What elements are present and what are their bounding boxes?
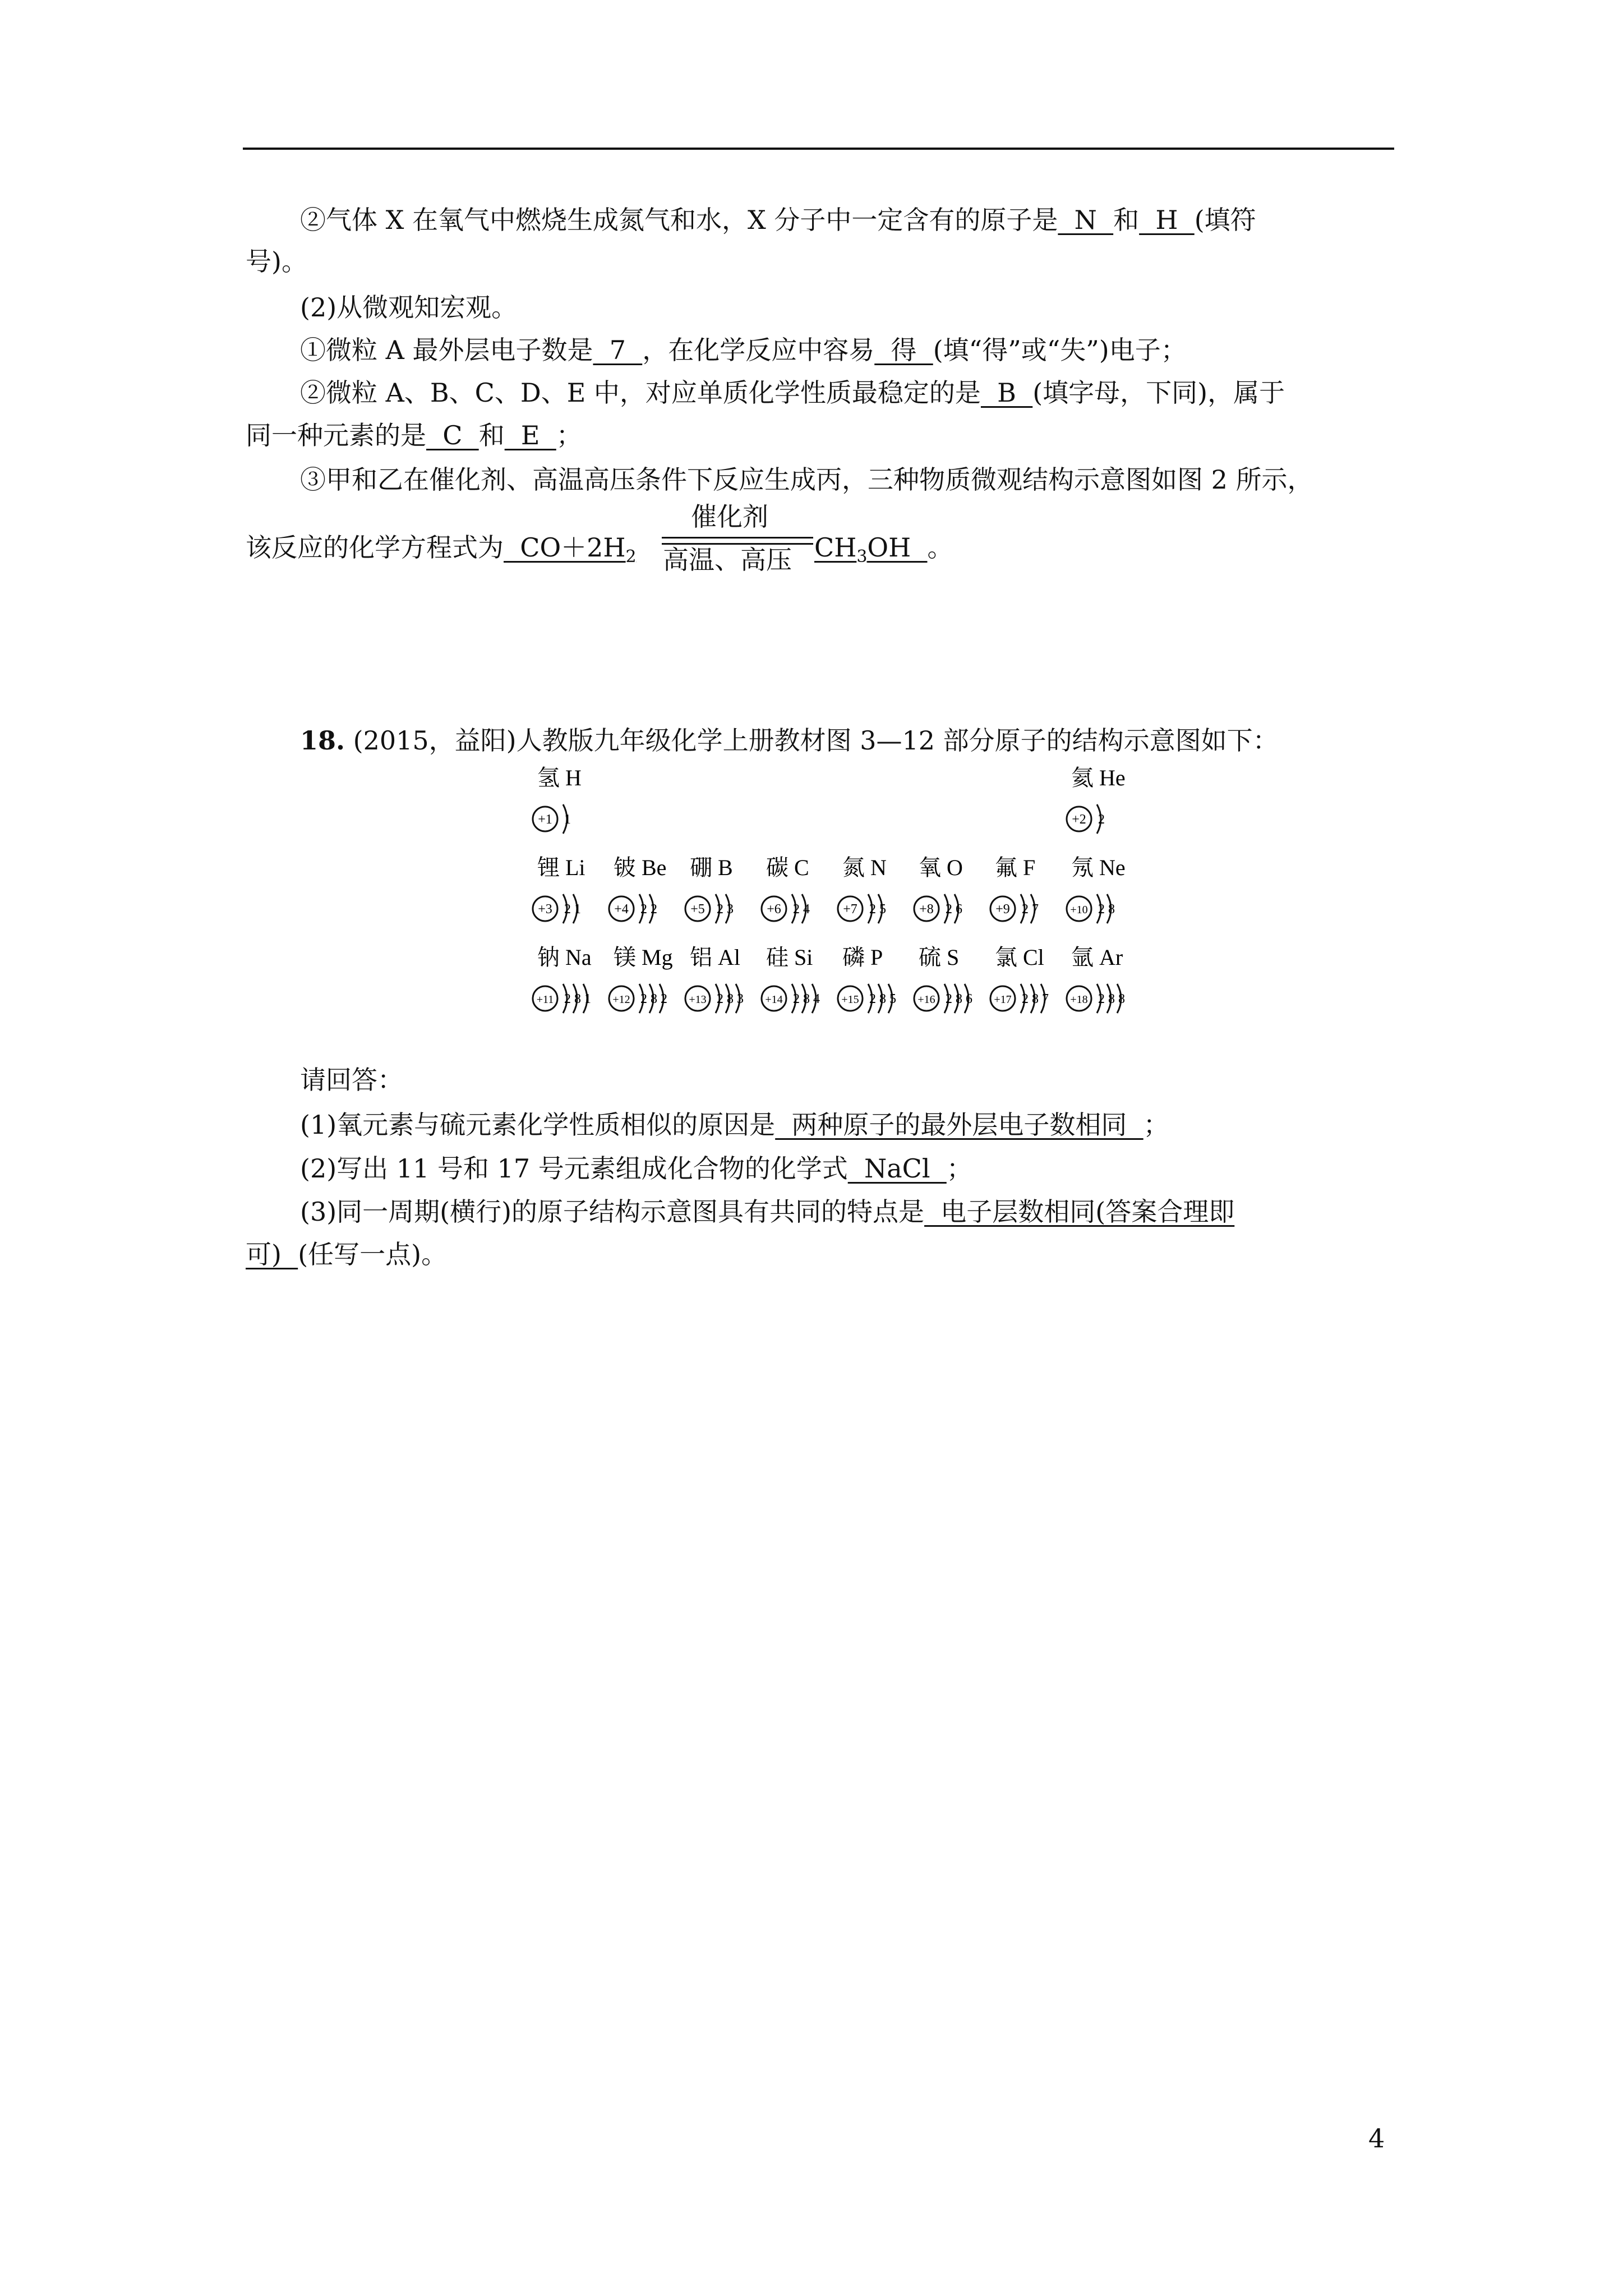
question-text: (任写一点)。 — [298, 1239, 448, 1269]
equation-lhs-text: CO＋2H — [504, 532, 626, 563]
nucleus-charge: +2 — [1072, 812, 1086, 827]
q17-part2-title: (2)从微观知宏观。 — [300, 292, 518, 323]
answer-blank: H — [1139, 205, 1195, 235]
shell-electron-count: 8 — [956, 992, 962, 1006]
atom-label: 氟 F — [995, 855, 1036, 880]
nucleus-charge: +8 — [919, 902, 934, 917]
shell-electron-count: 8 — [1108, 902, 1115, 917]
nucleus-charge: +1 — [538, 812, 552, 827]
atom-label: 氩 Ar — [1071, 945, 1123, 970]
shell-electron-count: 8 — [1108, 992, 1115, 1006]
shell-electron-count: 4 — [803, 902, 810, 917]
question-text: 和 — [1113, 205, 1140, 235]
question-text: ； — [1143, 1110, 1169, 1140]
shell-electron-count: 2 — [661, 992, 667, 1006]
atom-label: 氧 O — [919, 855, 963, 880]
shell-electron-count: 1 — [574, 902, 581, 917]
atom-label: 钠 Na — [537, 945, 592, 970]
shell-electron-count: 2 — [869, 992, 876, 1006]
q18-answer-2 — [300, 1152, 972, 1185]
equation-equals-line-1 — [662, 537, 813, 539]
shell-electron-count: 2 — [793, 902, 800, 917]
shell-electron-count: 2 — [640, 992, 647, 1006]
answer-blank: C — [426, 420, 479, 450]
q18-answer-3-cont — [246, 1237, 447, 1271]
answer-blank: 7 — [593, 335, 643, 365]
shell-electron-count: 8 — [1118, 992, 1125, 1006]
question-text: ①微粒 A 最外层电子数是 — [300, 335, 593, 365]
shell-electron-count: 8 — [727, 992, 734, 1006]
atom-label: 碳 C — [766, 855, 809, 880]
atom-label: 硼 B — [690, 855, 733, 880]
shell-electron-count: 2 — [1022, 992, 1029, 1006]
atom-label: 磷 P — [842, 945, 883, 970]
nucleus-charge: +5 — [690, 902, 705, 917]
atom-label: 硅 Si — [766, 945, 813, 970]
shell-electron-count: 1 — [564, 812, 571, 827]
shell-electron-count: 4 — [813, 992, 820, 1006]
nucleus-charge: +7 — [843, 902, 857, 917]
atom-label: 硫 S — [919, 945, 960, 970]
shell-electron-count: 7 — [1042, 992, 1049, 1006]
shell-electron-count: 5 — [889, 992, 896, 1006]
shell-electron-count: 2 — [1022, 902, 1029, 917]
atom-diagram — [533, 765, 582, 834]
question-text: (2)写出 11 号和 17 号元素组成化合物的化学式 — [300, 1153, 848, 1184]
shell-electron-count: 2 — [1098, 992, 1105, 1006]
question-number: 18. — [300, 725, 345, 756]
q17-equation-line — [246, 531, 637, 574]
page-number: 4 — [1368, 2123, 1385, 2154]
q17-part2-item1 — [300, 333, 1187, 367]
question-text: (3)同一周期(横行)的原子结构示意图具有共同的特点是 — [300, 1197, 925, 1227]
shell-electron-count: 2 — [793, 992, 800, 1006]
shell-electron-count: 2 — [1098, 902, 1105, 917]
q18-answer-1 — [300, 1108, 1169, 1142]
shell-electron-count: 2 — [946, 902, 952, 917]
atom-diagram — [609, 855, 666, 923]
header-rule — [243, 148, 1394, 150]
question-text: (1)氧元素与硫元素化学性质相似的原因是 — [300, 1110, 776, 1140]
equation-condition-top: 催化剂 — [691, 501, 768, 532]
atom-diagram — [914, 855, 963, 923]
answer-blank: B — [980, 378, 1033, 408]
shell-electron-count: 3 — [727, 902, 734, 917]
equation-rhs-subscript: 3 — [856, 547, 868, 567]
answer-blank: E — [504, 420, 556, 450]
q17-part2-item2 — [300, 376, 1285, 409]
atom-diagram — [762, 945, 820, 1013]
answer-blank: N — [1058, 205, 1114, 235]
atom-diagram — [838, 855, 887, 923]
question-text: (填字母，下同)，属于 — [1032, 378, 1285, 408]
atom-label: 镁 Mg — [614, 945, 673, 970]
equation-lhs — [504, 532, 637, 567]
shell-electron-count: 5 — [879, 902, 886, 917]
question-text: (填符 — [1194, 205, 1256, 235]
answer-blank: 得 — [874, 335, 933, 365]
nucleus-charge: +15 — [841, 993, 859, 1006]
shell-electron-count: 8 — [1032, 992, 1039, 1006]
nucleus-charge: +9 — [995, 902, 1010, 917]
question-text: ； — [556, 420, 582, 450]
atom-label: 氯 Cl — [995, 945, 1044, 970]
nucleus-charge: +17 — [994, 993, 1012, 1006]
q18-prompt: 请回答： — [300, 1065, 403, 1095]
shell-electron-count: 2 — [717, 992, 723, 1006]
shell-electron-count: 2 — [640, 902, 647, 917]
atom-label: 铍 Be — [614, 855, 667, 880]
shell-electron-count: 7 — [1032, 902, 1039, 917]
atom-diagram — [1067, 945, 1125, 1013]
nucleus-charge: +14 — [765, 993, 783, 1006]
q18-intro — [300, 724, 1279, 757]
nucleus-charge: +18 — [1070, 993, 1088, 1006]
question-text: 该反应的化学方程式为 — [246, 532, 504, 563]
atom-diagram — [990, 855, 1039, 923]
shell-electron-count: 6 — [956, 902, 962, 917]
question-text: 。 — [927, 532, 953, 563]
atom-diagram — [838, 945, 896, 1013]
equation-rhs — [814, 532, 928, 567]
atom-diagram — [685, 855, 734, 923]
atom-diagram — [685, 945, 744, 1013]
answer-blank: 可) — [246, 1239, 298, 1269]
atom-diagram — [609, 945, 673, 1013]
shell-electron-count: 2 — [717, 902, 723, 917]
atom-diagram — [1067, 855, 1126, 923]
atom-diagram — [762, 855, 810, 923]
shell-electron-count: 3 — [737, 992, 744, 1006]
shell-electron-count: 8 — [651, 992, 657, 1006]
shell-electron-count: 2 — [946, 992, 952, 1006]
question-text: ②微粒 A、B、C、D、E 中，对应单质化学性质最稳定的是 — [300, 378, 981, 408]
atom-diagram — [914, 945, 972, 1013]
nucleus-charge: +11 — [536, 993, 554, 1006]
question-text: 和 — [478, 420, 505, 450]
answer-blank: 电子层数相同(答案合理即 — [924, 1197, 1235, 1227]
equation-rhs-line — [814, 531, 953, 574]
atom-label: 氦 He — [1071, 765, 1126, 790]
shell-electron-count: 2 — [564, 992, 571, 1006]
question-text: (2015，益阳)人教版九年级化学上册教材图 3—12 部分原子的结构示意图如下： — [353, 725, 1279, 756]
atom-label: 铝 Al — [690, 945, 740, 970]
atomic-structure-figure — [527, 763, 1172, 1043]
atom-label: 氖 Ne — [1071, 855, 1126, 880]
atom-label: 氮 N — [842, 855, 887, 880]
question-text: ，在化学反应中容易 — [642, 335, 875, 365]
shell-electron-count: 8 — [803, 992, 810, 1006]
atom-diagram — [990, 945, 1049, 1013]
atom-label: 锂 Li — [537, 855, 585, 880]
shell-electron-count: 2 — [1098, 812, 1105, 827]
nucleus-charge: +3 — [538, 902, 552, 917]
shell-electron-count: 2 — [651, 902, 657, 917]
equation-lhs-subscript: 2 — [625, 547, 637, 567]
atom-diagram — [533, 855, 585, 923]
equation-condition-bottom: 高温、高压 — [663, 545, 792, 575]
nucleus-charge: +6 — [767, 902, 781, 917]
shell-electron-count: 8 — [574, 992, 581, 1006]
question-text: ； — [946, 1153, 972, 1184]
atom-diagram — [1067, 765, 1126, 834]
atom-label: 氢 H — [537, 765, 582, 790]
nucleus-charge: +10 — [1070, 904, 1088, 916]
shell-electron-count: 2 — [869, 902, 876, 917]
nucleus-charge: +12 — [612, 993, 630, 1006]
nucleus-charge: +16 — [917, 993, 935, 1006]
equation-rhs-text-2: OH — [867, 532, 928, 563]
answer-blank: 两种原子的最外层电子数相同 — [775, 1110, 1144, 1140]
q17-part1-item2 — [300, 203, 1256, 237]
q17-part2-item3: ③甲和乙在催化剂、高温高压条件下反应生成丙，三种物质微观结构示意图如图 2 所示， — [300, 464, 1313, 495]
shell-electron-count: 8 — [879, 992, 886, 1006]
question-text: (填“得”或“失”)电子； — [933, 335, 1187, 365]
shell-electron-count: 1 — [584, 992, 591, 1006]
atom-diagram — [533, 945, 592, 1013]
answer-blank: NaCl — [847, 1153, 947, 1184]
q17-part1-item2-cont: 号)。 — [246, 246, 307, 277]
equation-rhs-text: CH — [814, 532, 857, 563]
shell-electron-count: 2 — [564, 902, 571, 917]
q18-answer-3 — [300, 1195, 1234, 1228]
nucleus-charge: +13 — [689, 993, 707, 1006]
question-text: 同一种元素的是 — [246, 420, 426, 450]
nucleus-charge: +4 — [614, 902, 629, 917]
q17-part2-item2-cont — [246, 418, 582, 452]
shell-electron-count: 6 — [966, 992, 972, 1006]
question-text: ②气体 X 在氧气中燃烧生成氮气和水，X 分子中一定含有的原子是 — [300, 205, 1058, 235]
